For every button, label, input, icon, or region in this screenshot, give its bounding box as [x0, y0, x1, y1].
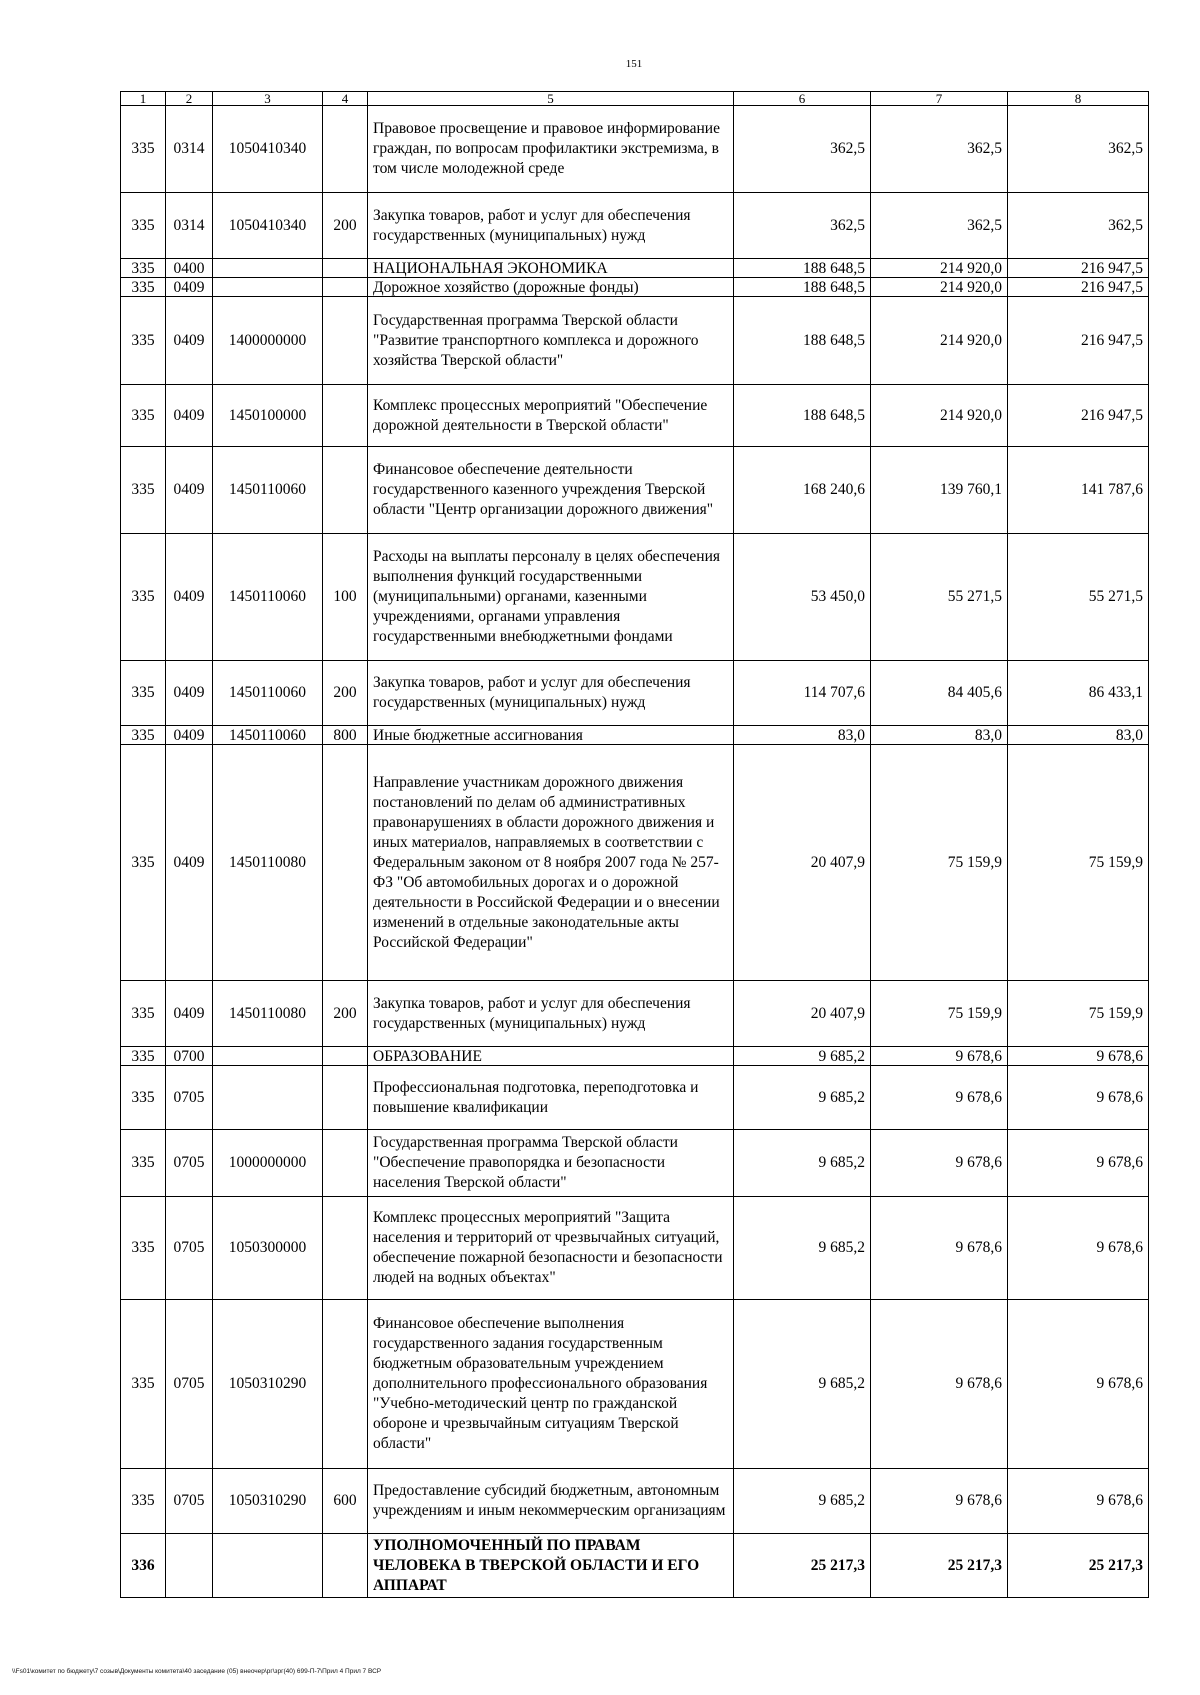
cell-ved: 335	[121, 745, 166, 981]
cell-value-8: 9 678,6	[1008, 1047, 1149, 1066]
cell-name: Финансовое обеспечение выполнения государственного задания государственным бюджетным образовательным учреждением дополнительного профессионального образования "Учебно-методический центр по гражданской обороне и чрезвычайным ситуациям Тверской области"	[368, 1300, 734, 1469]
table-row	[121, 1534, 1149, 1598]
header-cell-5: 5	[368, 92, 734, 106]
cell-value-8: 75 159,9	[1008, 745, 1149, 981]
cell-ved: 335	[121, 193, 166, 259]
table-row	[121, 726, 1149, 745]
cell-name: НАЦИОНАЛЬНАЯ ЭКОНОМИКА	[368, 259, 734, 278]
cell-name: Государственная программа Тверской области "Обеспечение правопорядка и безопасности населения Тверской области"	[368, 1130, 734, 1197]
cell-csr: 1050410340	[213, 106, 323, 193]
table-row	[121, 193, 1149, 259]
cell-value-6: 362,5	[734, 106, 871, 193]
cell-value-8: 9 678,6	[1008, 1469, 1149, 1534]
cell-value-6: 114 707,6	[734, 661, 871, 726]
cell-rzpr: 0705	[166, 1469, 213, 1534]
cell-value-6: 9 685,2	[734, 1066, 871, 1130]
cell-csr: 1000000000	[213, 1130, 323, 1197]
cell-value-6: 9 685,2	[734, 1130, 871, 1197]
cell-name: ОБРАЗОВАНИЕ	[368, 1047, 734, 1066]
cell-vr	[323, 1066, 368, 1130]
cell-vr: 200	[323, 193, 368, 259]
cell-value-7: 9 678,6	[871, 1047, 1008, 1066]
cell-name: Комплекс процессных мероприятий "Обеспечение дорожной деятельности в Тверской области"	[368, 385, 734, 447]
cell-value-6: 188 648,5	[734, 278, 871, 297]
page-number: 151	[625, 58, 643, 70]
cell-name: Иные бюджетные ассигнования	[368, 726, 734, 745]
cell-name: Закупка товаров, работ и услуг для обеспечения государственных (муниципальных) нужд	[368, 981, 734, 1047]
cell-value-8: 9 678,6	[1008, 1300, 1149, 1469]
cell-value-6: 188 648,5	[734, 297, 871, 385]
cell-ved: 335	[121, 259, 166, 278]
budget-table	[120, 91, 1149, 1598]
cell-rzpr: 0705	[166, 1130, 213, 1197]
cell-ved: 335	[121, 1047, 166, 1066]
cell-value-6: 20 407,9	[734, 981, 871, 1047]
cell-name: Финансовое обеспечение деятельности государственного казенного учреждения Тверской области "Центр организации дорожного движения"	[368, 447, 734, 534]
cell-vr	[323, 297, 368, 385]
cell-name: Закупка товаров, работ и услуг для обеспечения государственных (муниципальных) нужд	[368, 193, 734, 259]
cell-csr: 1050410340	[213, 193, 323, 259]
cell-ved: 335	[121, 1469, 166, 1534]
cell-value-8: 216 947,5	[1008, 278, 1149, 297]
table-row	[121, 447, 1149, 534]
header-cell-6: 6	[734, 92, 871, 106]
cell-value-7: 362,5	[871, 193, 1008, 259]
cell-csr	[213, 1534, 323, 1598]
cell-rzpr: 0409	[166, 981, 213, 1047]
cell-name: Предоставление субсидий бюджетным, автономным учреждениям и иным некоммерческим организациям	[368, 1469, 734, 1534]
cell-rzpr: 0409	[166, 726, 213, 745]
header-row	[121, 92, 1149, 106]
cell-rzpr: 0409	[166, 447, 213, 534]
table-row	[121, 259, 1149, 278]
cell-value-6: 53 450,0	[734, 534, 871, 661]
table-row	[121, 745, 1149, 981]
cell-vr: 600	[323, 1469, 368, 1534]
cell-csr	[213, 259, 323, 278]
cell-value-7: 9 678,6	[871, 1130, 1008, 1197]
cell-vr: 100	[323, 534, 368, 661]
cell-csr: 1450110060	[213, 726, 323, 745]
cell-value-6: 20 407,9	[734, 745, 871, 981]
table-row	[121, 1300, 1149, 1469]
cell-value-7: 25 217,3	[871, 1534, 1008, 1598]
cell-name: УПОЛНОМОЧЕННЫЙ ПО ПРАВАМ ЧЕЛОВЕКА В ТВЕРСКОЙ ОБЛАСТИ И ЕГО АППАРАТ	[368, 1534, 734, 1598]
header-cell-1: 1	[121, 92, 166, 106]
cell-value-7: 362,5	[871, 106, 1008, 193]
cell-csr: 1450110080	[213, 981, 323, 1047]
cell-value-7: 9 678,6	[871, 1197, 1008, 1300]
header-cell-2: 2	[166, 92, 213, 106]
cell-csr	[213, 1047, 323, 1066]
cell-value-8: 141 787,6	[1008, 447, 1149, 534]
cell-value-8: 9 678,6	[1008, 1197, 1149, 1300]
cell-csr: 1050300000	[213, 1197, 323, 1300]
cell-vr	[323, 1130, 368, 1197]
cell-value-8: 55 271,5	[1008, 534, 1149, 661]
cell-name: Расходы на выплаты персоналу в целях обеспечения выполнения функций государственными (муниципальными) органами, казенными учреждениями, органами управления государственными внебюджетными фондами	[368, 534, 734, 661]
cell-ved: 335	[121, 106, 166, 193]
cell-value-6: 188 648,5	[734, 259, 871, 278]
cell-value-8: 25 217,3	[1008, 1534, 1149, 1598]
table-row	[121, 297, 1149, 385]
cell-rzpr: 0705	[166, 1300, 213, 1469]
footer-file-path: \\Fs01\комитет по бюджету\7 созыв\Документы комитета\40 заседание (05) внеочер\рг\зрг(40) 699-П-7\Прил 4 Прил 7 ВСР	[12, 1668, 382, 1675]
cell-ved: 335	[121, 534, 166, 661]
cell-vr: 200	[323, 661, 368, 726]
cell-value-7: 9 678,6	[871, 1066, 1008, 1130]
cell-value-8: 362,5	[1008, 193, 1149, 259]
cell-csr	[213, 1066, 323, 1130]
table-row	[121, 1197, 1149, 1300]
cell-value-6: 83,0	[734, 726, 871, 745]
cell-value-8: 83,0	[1008, 726, 1149, 745]
cell-value-7: 83,0	[871, 726, 1008, 745]
cell-value-8: 86 433,1	[1008, 661, 1149, 726]
cell-ved: 335	[121, 297, 166, 385]
cell-value-7: 55 271,5	[871, 534, 1008, 661]
cell-csr: 1050310290	[213, 1469, 323, 1534]
cell-value-7: 214 920,0	[871, 278, 1008, 297]
cell-value-7: 75 159,9	[871, 745, 1008, 981]
cell-vr	[323, 447, 368, 534]
cell-value-6: 362,5	[734, 193, 871, 259]
cell-name: Государственная программа Тверской области "Развитие транспортного комплекса и дорожного хозяйства Тверской области"	[368, 297, 734, 385]
cell-value-7: 75 159,9	[871, 981, 1008, 1047]
cell-value-7: 214 920,0	[871, 385, 1008, 447]
cell-rzpr: 0705	[166, 1197, 213, 1300]
table-row	[121, 106, 1149, 193]
cell-vr	[323, 745, 368, 981]
cell-csr: 1050310290	[213, 1300, 323, 1469]
cell-value-8: 9 678,6	[1008, 1066, 1149, 1130]
cell-value-6: 9 685,2	[734, 1197, 871, 1300]
cell-ved: 335	[121, 1130, 166, 1197]
table-row	[121, 1066, 1149, 1130]
cell-csr: 1450110060	[213, 447, 323, 534]
cell-value-8: 216 947,5	[1008, 297, 1149, 385]
cell-rzpr: 0409	[166, 745, 213, 981]
cell-ved: 335	[121, 726, 166, 745]
cell-value-7: 214 920,0	[871, 259, 1008, 278]
cell-value-8: 9 678,6	[1008, 1130, 1149, 1197]
cell-ved: 335	[121, 385, 166, 447]
cell-name: Правовое просвещение и правовое информирование граждан, по вопросам профилактики экстремизма, в том числе молодежной среде	[368, 106, 734, 193]
cell-vr	[323, 278, 368, 297]
cell-rzpr: 0400	[166, 259, 213, 278]
cell-value-8: 216 947,5	[1008, 385, 1149, 447]
cell-csr: 1400000000	[213, 297, 323, 385]
cell-vr	[323, 1047, 368, 1066]
table-row	[121, 278, 1149, 297]
table-row	[121, 1469, 1149, 1534]
cell-name: Профессиональная подготовка, переподготовка и повышение квалификации	[368, 1066, 734, 1130]
cell-vr	[323, 106, 368, 193]
cell-value-7: 139 760,1	[871, 447, 1008, 534]
table-row	[121, 385, 1149, 447]
cell-vr	[323, 1197, 368, 1300]
cell-csr	[213, 278, 323, 297]
header-cell-3: 3	[213, 92, 323, 106]
header-cell-4: 4	[323, 92, 368, 106]
cell-rzpr: 0314	[166, 193, 213, 259]
table-row	[121, 661, 1149, 726]
cell-name: Закупка товаров, работ и услуг для обеспечения государственных (муниципальных) нужд	[368, 661, 734, 726]
cell-ved: 335	[121, 1197, 166, 1300]
cell-vr	[323, 1300, 368, 1469]
cell-csr: 1450110080	[213, 745, 323, 981]
cell-rzpr: 0705	[166, 1066, 213, 1130]
cell-vr: 200	[323, 981, 368, 1047]
cell-csr: 1450110060	[213, 661, 323, 726]
header-cell-8: 8	[1008, 92, 1149, 106]
cell-csr: 1450100000	[213, 385, 323, 447]
cell-ved: 335	[121, 981, 166, 1047]
cell-vr	[323, 1534, 368, 1598]
cell-value-7: 84 405,6	[871, 661, 1008, 726]
cell-name: Направление участникам дорожного движения постановлений по делам об административных правонарушениях в области дорожного движения и иных материалов, направляемых в соответствии с Федеральным законом от 8 ноября 2007 года № 257-ФЗ "Об автомобильных дорогах и о дорожной деятельности в Российской Федерации и о внесении изменений в отдельные законодательные акты Российской Федерации"	[368, 745, 734, 981]
cell-rzpr: 0409	[166, 661, 213, 726]
table-row	[121, 1047, 1149, 1066]
table-row	[121, 534, 1149, 661]
cell-value-8: 216 947,5	[1008, 259, 1149, 278]
cell-rzpr: 0409	[166, 297, 213, 385]
table-row	[121, 981, 1149, 1047]
cell-rzpr	[166, 1534, 213, 1598]
cell-ved: 335	[121, 447, 166, 534]
cell-value-6: 188 648,5	[734, 385, 871, 447]
cell-rzpr: 0409	[166, 278, 213, 297]
cell-value-7: 9 678,6	[871, 1469, 1008, 1534]
cell-rzpr: 0314	[166, 106, 213, 193]
cell-name: Комплекс процессных мероприятий "Защита населения и территорий от чрезвычайных ситуаций, обеспечение пожарной безопасности и безопасности людей на водных объектах"	[368, 1197, 734, 1300]
cell-csr: 1450110060	[213, 534, 323, 661]
cell-rzpr: 0700	[166, 1047, 213, 1066]
cell-vr: 800	[323, 726, 368, 745]
cell-name: Дорожное хозяйство (дорожные фонды)	[368, 278, 734, 297]
table-row	[121, 1130, 1149, 1197]
cell-ved: 335	[121, 1300, 166, 1469]
cell-rzpr: 0409	[166, 534, 213, 661]
cell-value-8: 362,5	[1008, 106, 1149, 193]
cell-ved: 336	[121, 1534, 166, 1598]
cell-ved: 335	[121, 661, 166, 726]
cell-ved: 335	[121, 278, 166, 297]
cell-ved: 335	[121, 1066, 166, 1130]
cell-rzpr: 0409	[166, 385, 213, 447]
cell-value-6: 168 240,6	[734, 447, 871, 534]
cell-vr	[323, 259, 368, 278]
cell-value-6: 9 685,2	[734, 1047, 871, 1066]
cell-vr	[323, 385, 368, 447]
cell-value-6: 9 685,2	[734, 1300, 871, 1469]
header-cell-7: 7	[871, 92, 1008, 106]
cell-value-6: 9 685,2	[734, 1469, 871, 1534]
cell-value-7: 9 678,6	[871, 1300, 1008, 1469]
cell-value-8: 75 159,9	[1008, 981, 1149, 1047]
cell-value-7: 214 920,0	[871, 297, 1008, 385]
cell-value-6: 25 217,3	[734, 1534, 871, 1598]
